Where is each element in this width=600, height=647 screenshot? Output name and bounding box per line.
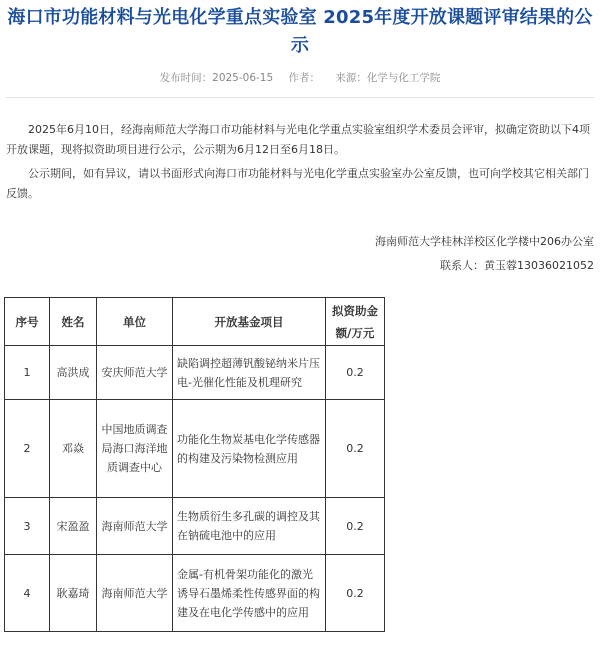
title-divider [6, 97, 594, 98]
row-name: 耿嘉琦 [50, 555, 97, 632]
row-unit: 海南师范大学 [97, 498, 173, 555]
header-amount: 拟资助金额/万元 [326, 298, 385, 346]
table-row [5, 498, 385, 555]
publish-date: 2025-06-15 [212, 72, 274, 84]
row-name: 邓焱 [50, 400, 97, 498]
row-amount: 0.2 [326, 346, 385, 400]
row-amount: 0.2 [326, 400, 385, 498]
publish-info [160, 72, 274, 84]
header-no: 序号 [5, 298, 50, 346]
row-project: 金属-有机骨架功能化的激光诱导石墨烯柔性传感界面的构建及在电化学传感中的应用 [173, 555, 326, 632]
header-unit: 单位 [97, 298, 173, 346]
table-row [5, 555, 385, 632]
row-name: 高洪成 [50, 346, 97, 400]
row-project: 缺陷调控超薄钒酸铋纳米片压电-光催化性能及机理研究 [173, 346, 326, 400]
author-label: 作者： [288, 72, 321, 84]
row-amount: 0.2 [326, 498, 385, 555]
article-meta [0, 70, 600, 85]
author-info [289, 72, 321, 84]
row-no: 2 [5, 400, 50, 498]
office-address: 海南师范大学桂林洋校区化学楼中206办公室 [375, 235, 594, 248]
table-header-row [5, 298, 385, 346]
body-paragraph-1: 2025年6月10日，经海南师范大学海口市功能材料与光电化学重点实验室组织学术委员会评审，拟确定资助以下4项开放课题，现将拟资助项目进行公示，公示期为6月12日至6月18日。 [6, 123, 590, 156]
row-unit: 中国地质调查局海口海洋地质调查中心 [97, 400, 173, 498]
row-project: 生物质衍生多孔碳的调控及其在钠硫电池中的应用 [173, 498, 326, 555]
row-no: 3 [5, 498, 50, 555]
article-title: 海口市功能材料与光电化学重点实验室 2025年度开放课题评审结果的公示 [7, 7, 593, 56]
source-info [335, 72, 440, 84]
row-name: 宋盈盈 [50, 498, 97, 555]
source-label: 来源： [335, 72, 367, 84]
row-no: 1 [5, 346, 50, 400]
contact-person: 联系人：黄玉蓉13036021052 [440, 259, 594, 272]
body-paragraph-2: 公示期间，如有异议，请以书面形式向海口市功能材料与光电化学重点实验室办公室反馈，也可向学校其它相关部门反馈。 [6, 167, 589, 200]
row-no: 4 [5, 555, 50, 632]
header-project: 开放基金项目 [173, 298, 326, 346]
header-name: 姓名 [50, 298, 97, 346]
table-row [5, 346, 385, 400]
row-unit: 安庆师范大学 [97, 346, 173, 400]
source-value: 化学与化工学院 [366, 72, 441, 84]
row-project: 功能化生物炭基电化学传感器的构建及污染物检测应用 [173, 400, 326, 498]
row-amount: 0.2 [326, 555, 385, 632]
table-row [5, 400, 385, 498]
row-unit: 海南师范大学 [97, 555, 173, 632]
results-table [4, 297, 385, 632]
publish-label: 发布时间： [159, 72, 213, 84]
